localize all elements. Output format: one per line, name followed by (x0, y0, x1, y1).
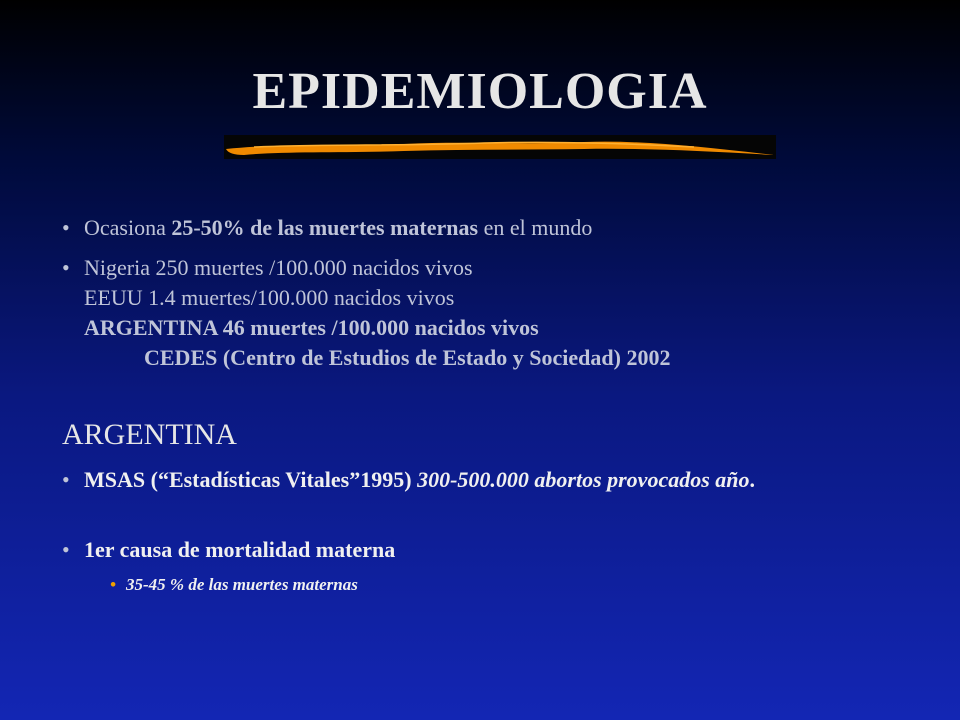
bullet-item (62, 213, 592, 243)
bullet-dot-icon: • (62, 215, 70, 240)
bullet-text: Ocasiona 25-50% de las muertes maternas en el mundo (84, 215, 593, 240)
bullet-text: Nigeria 250 muertes /100.000 nacidos vivos EEUU 1.4 muertes/100.000 nacidos vivos ARGENTINA 46 muertes /100.000 nacidos vivos CEDES (Centro de Estudios de Estado y Sociedad) 2002 (84, 255, 671, 370)
bullet-item (62, 535, 395, 565)
bullet-text: 1er causa de mortalidad materna (84, 537, 396, 562)
bullet-text: MSAS (“Estadísticas Vitales”1995) 300-500.000 abortos provocados año. (84, 467, 756, 492)
bullet-item (62, 253, 670, 373)
brush-stroke-decoration (224, 135, 776, 159)
section-heading: ARGENTINA (62, 418, 237, 451)
bullet-dot-icon: • (62, 537, 70, 562)
bullet-item (62, 465, 842, 495)
bullet-dot-icon: • (62, 467, 70, 492)
slide-title: EPIDEMIOLOGIA (252, 63, 708, 120)
bullet-dot-icon: • (62, 255, 70, 280)
sub-bullet-dot-icon: • (110, 575, 116, 594)
sub-bullet-text: 35-45 % de las muertes maternas (126, 575, 358, 594)
sub-bullet-item (110, 573, 358, 597)
